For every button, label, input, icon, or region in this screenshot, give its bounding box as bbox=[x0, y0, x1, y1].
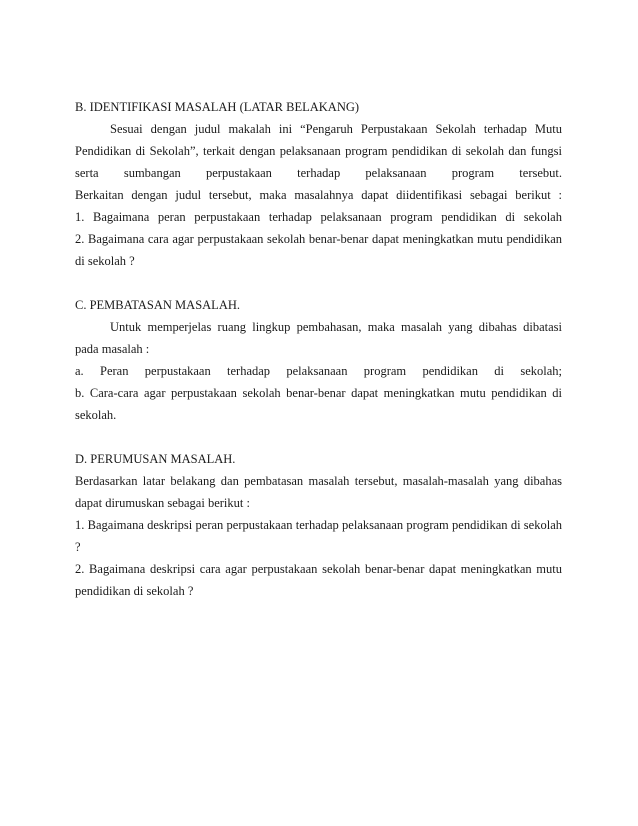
document-body bbox=[75, 96, 562, 602]
section-c-line-3: a. Peran perpustakaan terhadap pelaksanaan program pendidikan di sekolah; bbox=[75, 364, 562, 378]
section-b-line-3: serta sumbangan perpustakaan terhadap pelaksanaan program tersebut. bbox=[75, 166, 562, 180]
section-b-line-7: di sekolah ? bbox=[75, 254, 135, 268]
section-d-heading: D. PERUMUSAN MASALAH. bbox=[75, 452, 236, 466]
section-b-line-5: 1. Bagaimana peran perpustakaan terhadap pelaksanaan program pendidikan di sekolah bbox=[75, 210, 562, 224]
section-b-line-1: Sesuai dengan judul makalah ini “Pengaruh Perpustakaan Sekolah terhadap Mutu bbox=[110, 122, 562, 136]
section-b-line-6: 2. Bagaimana cara agar perpustakaan sekolah benar-benar dapat meningkatkan mutu pendidikan bbox=[75, 232, 562, 246]
section-c-heading: C. PEMBATASAN MASALAH. bbox=[75, 298, 240, 312]
section-b-line-2: Pendidikan di Sekolah”, terkait dengan pelaksanaan program pendidikan di sekolah dan fungsi bbox=[75, 144, 562, 158]
section-gap bbox=[75, 426, 562, 448]
section-d-line-6: pendidikan di sekolah ? bbox=[75, 584, 194, 598]
section-d-line-1: Berdasarkan latar belakang dan pembatasan masalah tersebut, masalah-masalah yang dibahas bbox=[75, 474, 562, 488]
section-c-line-2: pada masalah : bbox=[75, 342, 150, 356]
section-d-line-4: ? bbox=[75, 540, 81, 554]
section-d-line-5: 2. Bagaimana deskripsi cara agar perpustakaan sekolah benar-benar dapat meningkatkan mutu bbox=[75, 562, 562, 576]
section-c-line-4: b. Cara-cara agar perpustakaan sekolah benar-benar dapat meningkatkan mutu pendidikan di bbox=[75, 386, 562, 400]
section-b-heading: B. IDENTIFIKASI MASALAH (LATAR BELAKANG) bbox=[75, 100, 360, 114]
section-d-line-3: 1. Bagaimana deskripsi peran perpustakaan terhadap pelaksanaan program pendidikan di sekolah bbox=[75, 518, 562, 532]
section-c-line-1: Untuk memperjelas ruang lingkup pembahasan, maka masalah yang dibahas dibatasi bbox=[110, 320, 562, 334]
section-d-line-2: dapat dirumuskan sebagai berikut : bbox=[75, 496, 250, 510]
section-c-line-5: sekolah. bbox=[75, 408, 117, 422]
section-gap bbox=[75, 272, 562, 294]
section-b-line-4: Berkaitan dengan judul tersebut, maka masalahnya dapat diidentifikasi sebagai berikut : bbox=[75, 188, 562, 202]
